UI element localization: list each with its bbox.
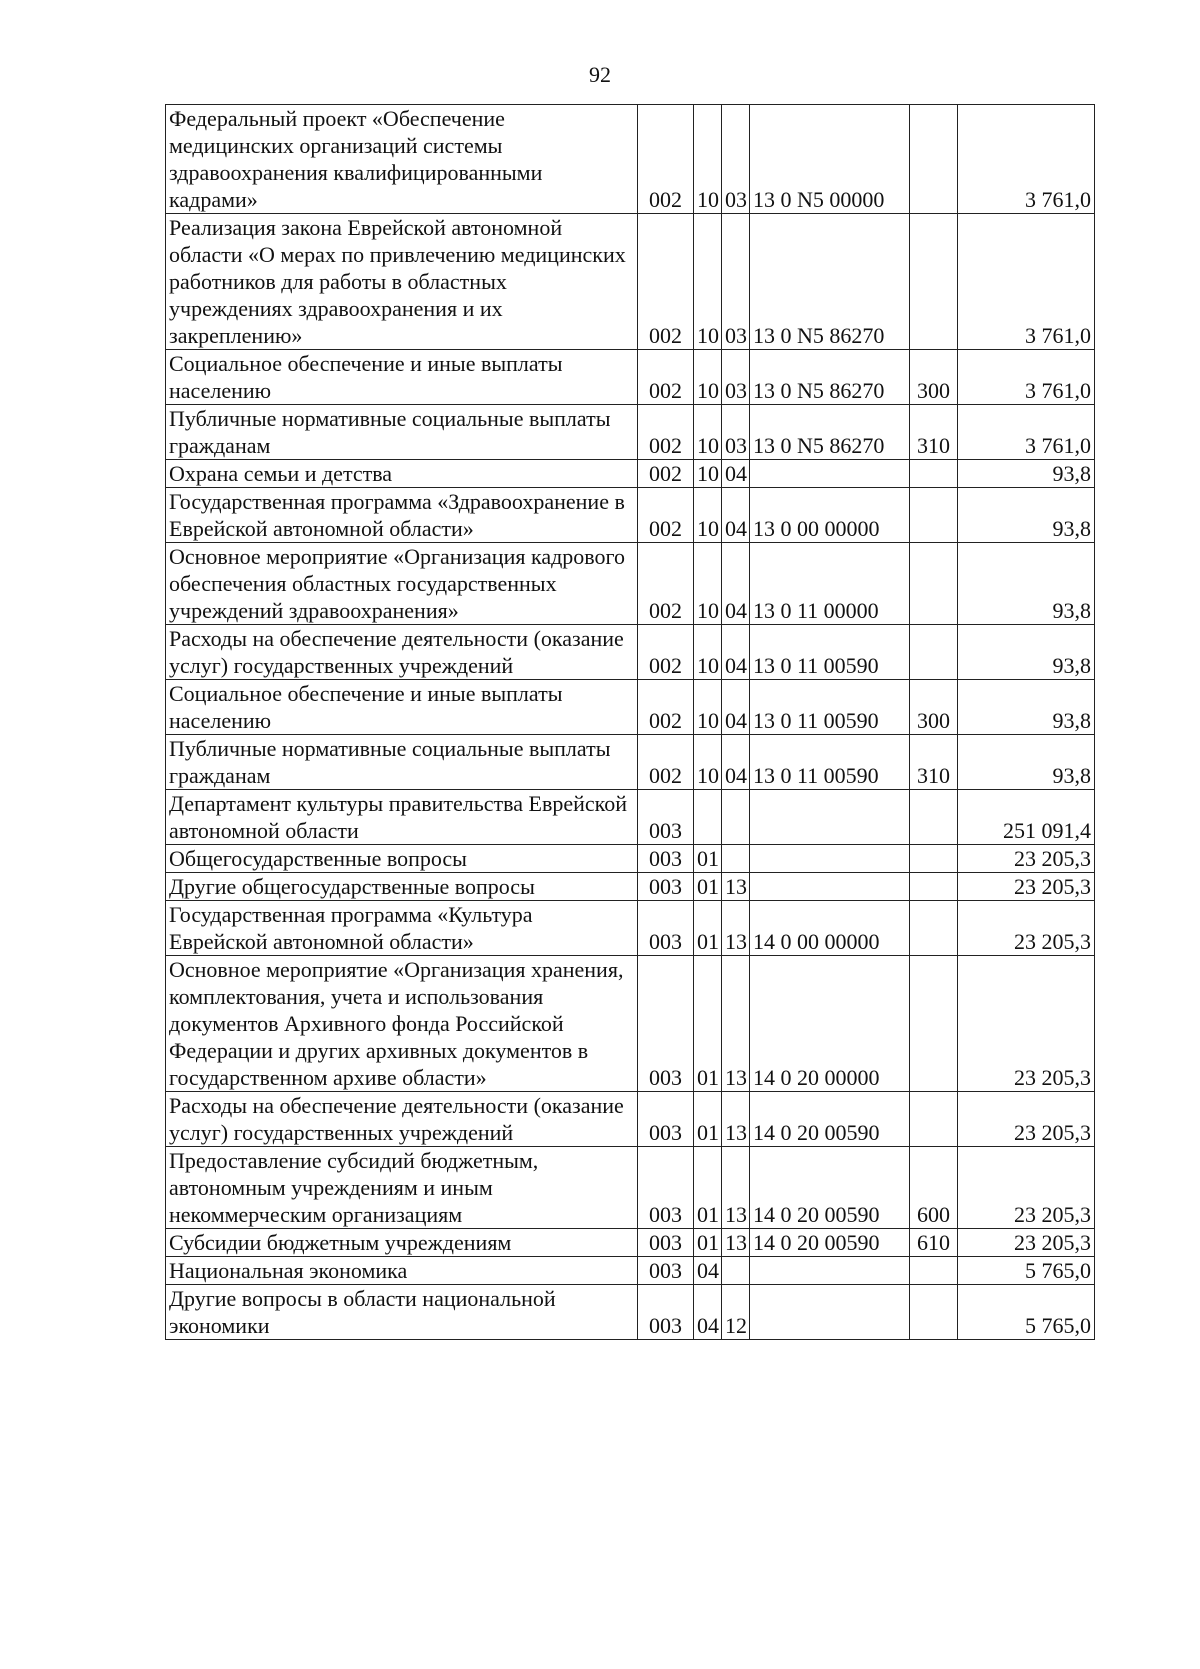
expense-type-cell [910, 105, 958, 214]
amount-cell: 93,8 [958, 543, 1095, 625]
amount-cell: 23 205,3 [958, 1229, 1095, 1257]
row-name-cell: Общегосударственные вопросы [166, 845, 638, 873]
subsection-code-cell: 03 [722, 350, 750, 405]
amount-cell: 3 761,0 [958, 214, 1095, 350]
target-article-cell [750, 873, 910, 901]
row-name-cell: Другие вопросы в области национальной экономики [166, 1285, 638, 1340]
expense-type-cell: 310 [910, 735, 958, 790]
table-row [166, 1092, 1095, 1147]
amount-cell: 3 761,0 [958, 405, 1095, 460]
expense-type-cell [910, 488, 958, 543]
table-row [166, 873, 1095, 901]
row-name-cell: Охрана семьи и детства [166, 460, 638, 488]
row-name-cell: Национальная экономика [166, 1257, 638, 1285]
table-row [166, 1229, 1095, 1257]
amount-cell: 23 205,3 [958, 845, 1095, 873]
ministry-code-cell: 002 [638, 214, 694, 350]
subsection-code-cell: 13 [722, 1147, 750, 1229]
expense-type-cell [910, 460, 958, 488]
ministry-code-cell: 002 [638, 680, 694, 735]
subsection-code-cell: 13 [722, 873, 750, 901]
target-article-cell: 14 0 20 00000 [750, 956, 910, 1092]
subsection-code-cell: 03 [722, 405, 750, 460]
expense-type-cell [910, 1092, 958, 1147]
amount-cell: 3 761,0 [958, 105, 1095, 214]
section-code-cell [694, 790, 722, 845]
table-row [166, 845, 1095, 873]
ministry-code-cell: 003 [638, 1229, 694, 1257]
amount-cell: 93,8 [958, 488, 1095, 543]
subsection-code-cell [722, 1257, 750, 1285]
table-row [166, 405, 1095, 460]
table-row [166, 1147, 1095, 1229]
amount-cell: 23 205,3 [958, 873, 1095, 901]
section-code-cell: 04 [694, 1257, 722, 1285]
section-code-cell: 01 [694, 956, 722, 1092]
section-code-cell: 10 [694, 625, 722, 680]
subsection-code-cell: 13 [722, 1092, 750, 1147]
section-code-cell: 01 [694, 845, 722, 873]
section-code-cell: 01 [694, 1092, 722, 1147]
section-code-cell: 10 [694, 488, 722, 543]
target-article-cell [750, 790, 910, 845]
expense-type-cell: 310 [910, 405, 958, 460]
target-article-cell: 13 0 N5 86270 [750, 405, 910, 460]
section-code-cell: 01 [694, 901, 722, 956]
amount-cell: 93,8 [958, 460, 1095, 488]
expense-type-cell: 300 [910, 350, 958, 405]
row-name-cell: Предоставление субсидий бюджетным, автономным учреждениям и иным некоммерческим организациям [166, 1147, 638, 1229]
target-article-cell: 13 0 11 00590 [750, 735, 910, 790]
expense-type-cell [910, 901, 958, 956]
amount-cell: 23 205,3 [958, 956, 1095, 1092]
subsection-code-cell: 04 [722, 543, 750, 625]
expense-type-cell [910, 214, 958, 350]
target-article-cell: 13 0 N5 00000 [750, 105, 910, 214]
row-name-cell: Расходы на обеспечение деятельности (оказание услуг) государственных учреждений [166, 1092, 638, 1147]
target-article-cell: 13 0 N5 86270 [750, 350, 910, 405]
section-code-cell: 10 [694, 543, 722, 625]
table-row [166, 735, 1095, 790]
target-article-cell: 13 0 11 00590 [750, 680, 910, 735]
target-article-cell: 13 0 N5 86270 [750, 214, 910, 350]
subsection-code-cell: 04 [722, 680, 750, 735]
row-name-cell: Публичные нормативные социальные выплаты гражданам [166, 735, 638, 790]
table-row [166, 488, 1095, 543]
row-name-cell: Основное мероприятие «Организация кадрового обеспечения областных государственных учреждений здравоохранения» [166, 543, 638, 625]
section-code-cell: 01 [694, 1147, 722, 1229]
table-row [166, 956, 1095, 1092]
ministry-code-cell: 002 [638, 460, 694, 488]
budget-table-body [166, 105, 1095, 1340]
expense-type-cell [910, 1285, 958, 1340]
row-name-cell: Другие общегосударственные вопросы [166, 873, 638, 901]
amount-cell: 5 765,0 [958, 1285, 1095, 1340]
subsection-code-cell: 03 [722, 105, 750, 214]
table-row [166, 680, 1095, 735]
expense-type-cell: 600 [910, 1147, 958, 1229]
expense-type-cell: 610 [910, 1229, 958, 1257]
expense-type-cell [910, 873, 958, 901]
row-name-cell: Публичные нормативные социальные выплаты гражданам [166, 405, 638, 460]
row-name-cell: Расходы на обеспечение деятельности (оказание услуг) государственных учреждений [166, 625, 638, 680]
subsection-code-cell [722, 845, 750, 873]
section-code-cell: 01 [694, 873, 722, 901]
row-name-cell: Государственная программа «Здравоохранение в Еврейской автономной области» [166, 488, 638, 543]
table-row [166, 625, 1095, 680]
ministry-code-cell: 003 [638, 1257, 694, 1285]
row-name-cell: Государственная программа «Культура Еврейской автономной области» [166, 901, 638, 956]
ministry-code-cell: 002 [638, 488, 694, 543]
target-article-cell: 13 0 11 00590 [750, 625, 910, 680]
section-code-cell: 10 [694, 214, 722, 350]
subsection-code-cell: 13 [722, 956, 750, 1092]
ministry-code-cell: 002 [638, 543, 694, 625]
subsection-code-cell: 04 [722, 460, 750, 488]
ministry-code-cell: 003 [638, 1147, 694, 1229]
budget-table [165, 104, 1095, 1340]
section-code-cell: 10 [694, 680, 722, 735]
expense-type-cell [910, 1257, 958, 1285]
table-row [166, 105, 1095, 214]
ministry-code-cell: 003 [638, 873, 694, 901]
subsection-code-cell: 03 [722, 214, 750, 350]
subsection-code-cell: 04 [722, 735, 750, 790]
row-name-cell: Основное мероприятие «Организация хранения, комплектования, учета и использования документов Архивного фонда Российской Федерации и других архивных документов в государственном архиве области» [166, 956, 638, 1092]
section-code-cell: 10 [694, 105, 722, 214]
target-article-cell: 14 0 20 00590 [750, 1229, 910, 1257]
subsection-code-cell: 04 [722, 488, 750, 543]
row-name-cell: Департамент культуры правительства Еврейской автономной области [166, 790, 638, 845]
subsection-code-cell: 13 [722, 901, 750, 956]
amount-cell: 3 761,0 [958, 350, 1095, 405]
ministry-code-cell: 003 [638, 956, 694, 1092]
ministry-code-cell: 003 [638, 1092, 694, 1147]
ministry-code-cell: 003 [638, 845, 694, 873]
amount-cell: 93,8 [958, 680, 1095, 735]
section-code-cell: 10 [694, 460, 722, 488]
table-row [166, 214, 1095, 350]
target-article-cell: 14 0 00 00000 [750, 901, 910, 956]
ministry-code-cell: 003 [638, 790, 694, 845]
ministry-code-cell: 002 [638, 350, 694, 405]
row-name-cell: Реализация закона Еврейской автономной области «О мерах по привлечению медицинских работников для работы в областных учреждениях здравоохранения и их закреплению» [166, 214, 638, 350]
row-name-cell: Социальное обеспечение и иные выплаты населению [166, 680, 638, 735]
amount-cell: 5 765,0 [958, 1257, 1095, 1285]
row-name-cell: Субсидии бюджетным учреждениям [166, 1229, 638, 1257]
expense-type-cell [910, 543, 958, 625]
expense-type-cell: 300 [910, 680, 958, 735]
amount-cell: 93,8 [958, 625, 1095, 680]
ministry-code-cell: 002 [638, 735, 694, 790]
amount-cell: 93,8 [958, 735, 1095, 790]
table-row [166, 350, 1095, 405]
ministry-code-cell: 002 [638, 405, 694, 460]
section-code-cell: 01 [694, 1229, 722, 1257]
subsection-code-cell: 04 [722, 625, 750, 680]
target-article-cell: 13 0 11 00000 [750, 543, 910, 625]
amount-cell: 23 205,3 [958, 901, 1095, 956]
ministry-code-cell: 002 [638, 105, 694, 214]
section-code-cell: 04 [694, 1285, 722, 1340]
subsection-code-cell: 13 [722, 1229, 750, 1257]
table-row [166, 1257, 1095, 1285]
target-article-cell [750, 1257, 910, 1285]
table-row [166, 790, 1095, 845]
target-article-cell: 14 0 20 00590 [750, 1147, 910, 1229]
section-code-cell: 10 [694, 350, 722, 405]
table-row [166, 901, 1095, 956]
target-article-cell [750, 845, 910, 873]
ministry-code-cell: 003 [638, 901, 694, 956]
subsection-code-cell [722, 790, 750, 845]
table-row [166, 1285, 1095, 1340]
table-row [166, 543, 1095, 625]
subsection-code-cell: 12 [722, 1285, 750, 1340]
expense-type-cell [910, 956, 958, 1092]
row-name-cell: Федеральный проект «Обеспечение медицинских организаций системы здравоохранения квалифицированными кадрами» [166, 105, 638, 214]
section-code-cell: 10 [694, 405, 722, 460]
expense-type-cell [910, 790, 958, 845]
expense-type-cell [910, 625, 958, 680]
ministry-code-cell: 002 [638, 625, 694, 680]
expense-type-cell [910, 845, 958, 873]
target-article-cell [750, 460, 910, 488]
target-article-cell [750, 1285, 910, 1340]
table-row [166, 460, 1095, 488]
target-article-cell: 13 0 00 00000 [750, 488, 910, 543]
target-article-cell: 14 0 20 00590 [750, 1092, 910, 1147]
page-number: 92 [589, 62, 611, 87]
amount-cell: 23 205,3 [958, 1147, 1095, 1229]
amount-cell: 23 205,3 [958, 1092, 1095, 1147]
row-name-cell: Социальное обеспечение и иные выплаты населению [166, 350, 638, 405]
ministry-code-cell: 003 [638, 1285, 694, 1340]
amount-cell: 251 091,4 [958, 790, 1095, 845]
section-code-cell: 10 [694, 735, 722, 790]
